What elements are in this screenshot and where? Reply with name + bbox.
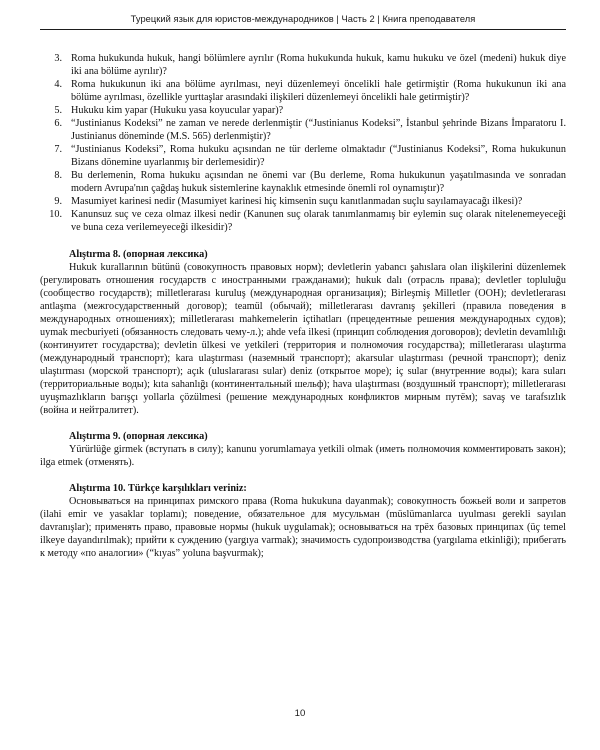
list-item-text: Roma hukukunun iki ana bölüme ayrılması, neyi düzenlemeyi öncelikli hale getirmiştir (Roma hukukunun iki ana bölüme ayrılması, özellikle yurttaşlar arasındaki ilişkileri düzenlemeyi öncelikli hale getirmiştir)? <box>71 79 566 103</box>
header-divider <box>40 29 566 30</box>
exercise-block-9 <box>40 430 566 469</box>
list-item-number: 9. <box>54 196 62 207</box>
list-item <box>40 104 566 117</box>
exercise-heading: Alıştırma 8. (опорная лексика) <box>69 249 208 260</box>
exercise-body: Hukuk kurallarının bütünü (совокупность правовых норм); devletlerin yabancı şahıslara olan ilişkilerini düzenlemek (регулировать отношения государств с иностранными гражданами); hukuk dalı (отрасль права); devletler topluluğu (сообщество государств); milletlerarası kuruluş (международная организация); Birleşmiş Milletler (ООН); devletlerarası antlaşma (межгосударственный договор); teamül (обычай); milletlerarası davranış şekilleri (правила поведения в международных отношениях); milletlerarası mahkemelerin içtihatları (прецедентные решения международных судов); uymak mecburiyeti (обязанность следовать чему-л.); ahde vefa ilkesi (принцип соблюдения договоров); devletin devamlılığı (континуитет государства); devletin ülkesi ve yetkileri (территория и полномочия государства); milletlerarası ulaştırma (международный транспорт); kara ulaştırması (наземный транспорт); akarsular ulaştırması (речной транспорт); deniz ulaştırması (морской транспорт); açık (uluslararası sular) deniz (открытое море); iç sular (внутренние воды); kara suları (территориальные воды); kıta sahanlığı (континентальный шельф); hava ulaştırması (воздушный транспорт); milletlerarası uyuşmazlıkların barışçı yollarla çözülmesi (решение международных конфликтов мирным путём); savaş ve tarafsızlık (война и нейтралитет). <box>40 262 566 416</box>
exercise-block-10 <box>40 482 566 560</box>
question-list <box>40 52 566 234</box>
list-item-text: Masumiyet karinesi nedir (Masumiyet karinesi hiç kimsenin suçu kanıtlanmadan suçlu sayılamayacağı ilkesi)? <box>71 196 523 207</box>
list-item-number: 8. <box>54 170 62 181</box>
page-header <box>40 14 566 30</box>
list-item <box>40 52 566 78</box>
exercise-block-8 <box>40 248 566 417</box>
exercise-heading: Alıştırma 9. (опорная лексика) <box>69 431 208 442</box>
list-item <box>40 169 566 195</box>
list-item-number: 5. <box>54 105 62 116</box>
list-item-text: “Justinianus Kodeksi”, Roma hukuku açısından ne tür derleme olmaktadır (“Justinianus Kodeksi”, Roma hukukunun Bizans dönemine uyarlanmış bir derlemesidir)? <box>71 144 566 168</box>
list-item-text: Kanunsuz suç ve ceza olmaz ilkesi nedir (Kanunen suç olarak tanımlanmamış bir eylemin suç olarak nitelenemeyeceği ve buna ceza verilemeyeceği ilkesidir)? <box>71 209 566 233</box>
page-body <box>40 52 566 560</box>
exercise-body: Основываться на принципах римского права (Roma hukukuna dayanmak); совокупность божьей воли и запретов (ilahi emir ve yasaklar toplamı); поведение, обязательное для мусульман (müslümanlarca uyulması gerekli sayılan davranışlar); применять право, правовые нормы (hukuk uygulamak); основываться на трёх базовых принципах (üç temel ilkeye dayandırılmak); прийти к суждению (yargıya varmak); значимость судопроизводства (yargılama etkinliği); прибегать к методу «по аналогии» (“kıyas” yoluna başvurmak); <box>40 496 566 559</box>
list-item <box>40 208 566 234</box>
list-item-number: 3. <box>54 53 62 64</box>
list-item-number: 7. <box>54 144 62 155</box>
list-item-text: “Justinianus Kodeksi” ne zaman ve nerede derlenmiştir (“Justinianus Kodeksi”, İstanbul şehrinde Bizans İmparatoru I. Justinianus döneminde (M.S. 565) derlenmiştir)? <box>71 118 566 142</box>
list-item-number: 6. <box>54 118 62 129</box>
list-item-number: 4. <box>54 79 62 90</box>
running-header-title: Турецкий язык для юристов-международников | Часть 2 | Книга преподавателя <box>130 14 476 24</box>
list-item-text: Bu derlemenin, Roma hukuku açısından ne önemi var (Bu derleme, Roma hukukunun yaşatılmasında ve sonradan modern Avrupa'nın çağdaş hukuk sistemlerine kaynaklık etmesinde önemli rol oynamıştır)? <box>71 170 566 194</box>
list-item <box>40 117 566 143</box>
exercise-heading: Alıştırma 10. Türkçe karşılıkları veriniz: <box>69 483 247 494</box>
list-item <box>40 78 566 104</box>
list-item-text: Hukuku kim yapar (Hukuku yasa koyucular yapar)? <box>71 105 284 116</box>
list-item <box>40 143 566 169</box>
exercise-body: Yürürlüğe girmek (вступать в силу); kanunu yorumlamaya yetkili olmak (иметь полномочия комментировать закон); ilga etmek (отменять). <box>40 444 566 468</box>
list-item-number: 10. <box>49 209 62 220</box>
list-item-text: Roma hukukunda hukuk, hangi bölümlere ayrılır (Roma hukukunda hukuk, kamu hukuku ve özel (medeni) hukuk diye iki ana bölüme ayrılır)? <box>71 53 566 77</box>
page-number: 10 <box>294 708 306 719</box>
list-item <box>40 195 566 208</box>
